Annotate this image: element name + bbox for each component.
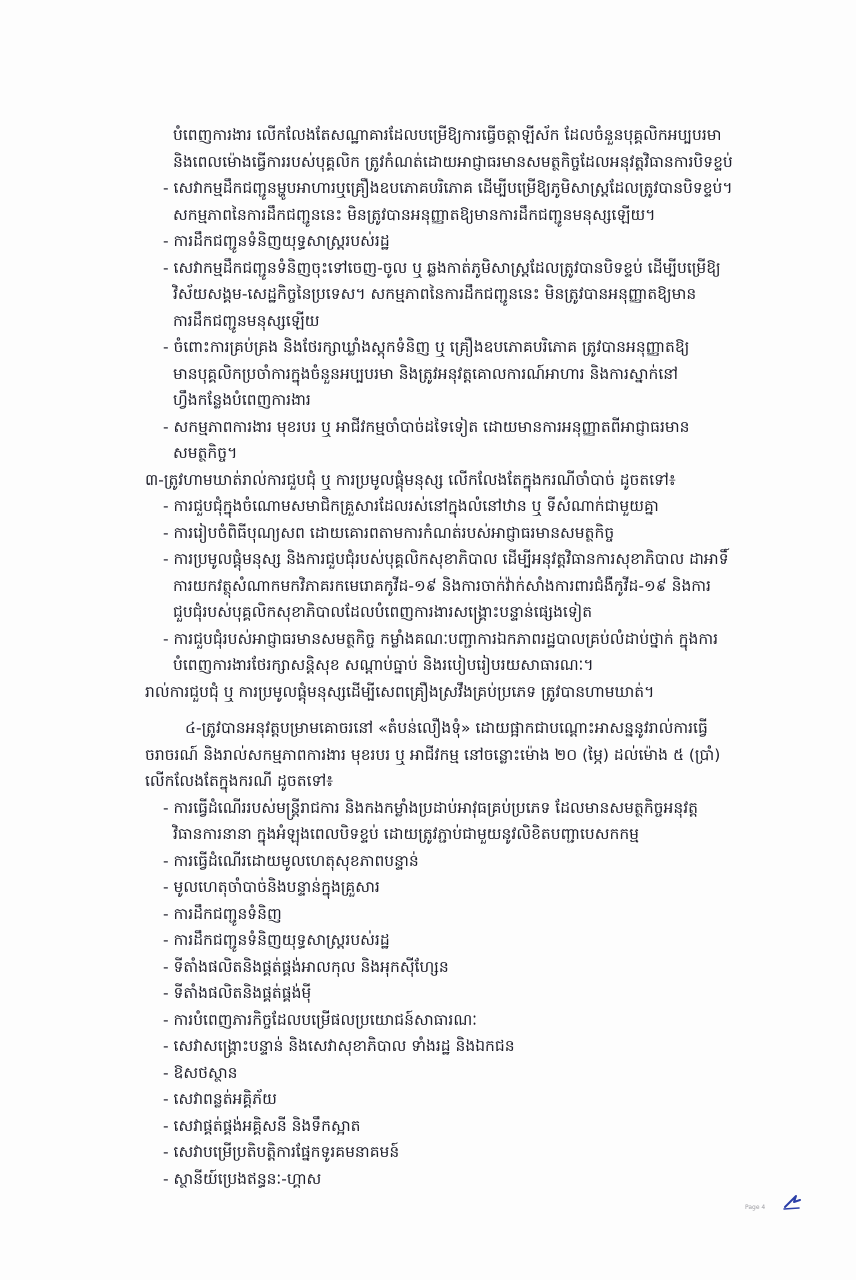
section-heading: ៣-ត្រូវហាមឃាត់រាល់ការជួបជុំ ឬ ការប្រមូលផ្តុំមនុស្ស លើកលែងតែក្នុងករណីចាំបាច់ ដូចតទៅ៖ — [145, 470, 676, 489]
bullet-item: - សេវាផ្គត់ផ្គង់អគ្គិសនី និងទឹកស្អាត — [163, 1116, 361, 1135]
bullet-item: - សេវាកម្មដឹកជញ្ជូនម្ហូបអាហារឬគ្រឿងឧបភោគបរិភោគ ដើម្បីបម្រើឱ្យភូមិសាស្ត្រដែលត្រូវបានបិទខ្ទប់។ — [163, 179, 733, 197]
bullet-item: - ការប្រមូលផ្តុំមនុស្ស និងការជួបជុំរបស់បុគ្គលិកសុខាភិបាល ដើម្បីអនុវត្តវិធានការសុខាភិបាល ដាអាទិ៍ — [163, 550, 729, 568]
bullet-item: - ការធ្វើដំណើរដោយមូលហេតុសុខភាពបន្ទាន់ — [163, 851, 419, 870]
paragraph-gap — [145, 705, 810, 715]
text-line: ការដឹកជញ្ជូនមនុស្សឡើយ — [173, 311, 320, 330]
bullet-item: - ការដឹកជញ្ជូនទំនិញយុទ្ធសាស្ត្ររបស់រដ្ឋ — [163, 931, 390, 949]
bullet-item: - ការដឹកជញ្ជូនទំនិញយុទ្ធសាស្ត្ររបស់រដ្ឋ — [163, 232, 390, 250]
text-line: បំពេញការងារថែរក្សាសន្តិសុខ សណ្តាប់ធ្នាប់ និងរបៀបរៀបរយសាធារណៈ។ — [173, 656, 594, 674]
text-line: វិធានការនានា ក្នុងអំឡុងពេលបិទខ្ទប់ ដោយត្រូវភ្ជាប់ជាមួយនូវលិខិតបញ្ជាបេសកកម្ម — [173, 825, 639, 843]
text-line: លើកលែងតែក្នុងករណី ដូចតទៅ៖ — [145, 772, 334, 790]
bullet-item: - ការបំពេញភារកិច្ចដែលបម្រើផលប្រយោជន៍សាធារណៈ — [163, 1010, 477, 1029]
signature-mark-icon — [782, 1193, 802, 1211]
text-line: សមត្ថកិច្ច។ — [173, 444, 238, 462]
bullet-item: - ការដឹកជញ្ជូនទំនិញ — [163, 904, 282, 923]
text-line: ហ្វឹងកន្លែងបំពេញការងារ — [173, 391, 311, 409]
bullet-item: - មូលហេតុចាំបាច់និងបន្ទាន់ក្នុងគ្រួសារ — [163, 878, 380, 896]
document-body — [145, 122, 810, 1192]
bullet-item: - ចំពោះការគ្រប់គ្រង និងថែរក្សាឃ្លាំងស្តុកទំនិញ ឬ គ្រឿងឧបភោគបរិភោគ ត្រូវបានអនុញ្ញាតឱ្យ — [163, 338, 690, 356]
bullet-item: - សេវាពន្លត់អគ្គិភ័យ — [163, 1090, 277, 1108]
text-line: សកម្មភាពនៃការដឹកជញ្ជូននេះ មិនត្រូវបានអនុញ្ញាតឱ្យមានការដឹកជញ្ជូនមនុស្សឡើយ។ — [173, 205, 656, 224]
text-line: បំពេញការងារ លើកលែងតែសណ្ឋាគារដែលបម្រើឱ្យការធ្វើចត្តាឡីស័ក ដែលចំនួនបុគ្គលិកអប្បបរមា — [173, 126, 722, 144]
bullet-item: - ការរៀបចំពិធីបុណ្យសព ដោយគោរពតាមការកំណត់របស់អាជ្ញាធរមានសមត្ថកិច្ច — [163, 523, 615, 542]
bullet-item: - ទីតាំងផលិតនិងផ្គត់ផ្គង់អាលកុល និងអុកស៊ីហ្សែន — [163, 957, 449, 976]
bullet-item: - សេវាសង្គ្រោះបន្ទាន់ និងសេវាសុខាភិបាល ទាំងរដ្ឋ និងឯកជន — [163, 1037, 515, 1055]
bullet-item: - ការជួបជុំរបស់អាជ្ញាធរមានសមត្ថកិច្ច កម្លាំងគណៈបញ្ជាការឯកភាពរដ្ឋបាលគ្រប់លំដាប់ថ្នាក់ ក្នុងការ — [163, 629, 719, 648]
text-line: ជួបជុំរបស់បុគ្គលិកសុខាភិបាលដែលបំពេញការងារសង្គ្រោះបន្ទាន់ផ្សេងទៀត — [173, 603, 593, 621]
text-line: វិស័យសង្គម-សេដ្ឋកិច្ចនៃប្រទេស។ សកម្មភាពនៃការដឹកជញ្ជូននេះ មិនត្រូវបានអនុញ្ញាតឱ្យមាន — [173, 285, 697, 303]
text-line: ចរាចរណ៍ និងរាល់សកម្មភាពការងារ មុខរបរ ឬ អាជីវកម្ម នៅចន្លោះម៉ោង ២០ (ម្ភៃ) ដល់ម៉ោង ៥ (ប្រាំ) — [145, 745, 721, 764]
bullet-item: - ស្ថានីយ៍ប្រេងឥន្ធនៈ-ហ្គាស — [163, 1169, 322, 1188]
bullet-item: - ទីតាំងផលិតនិងផ្គត់ផ្គង់ម៉ី — [163, 984, 312, 1002]
bullet-item: - ការធ្វើដំណើររបស់មន្ត្រីរាជការ និងកងកម្លាំងប្រដាប់អាវុធគ្រប់ប្រភេទ ដែលមានសមត្ថកិច្ចអនុវត្ត — [163, 798, 698, 817]
section-heading: ៤-ត្រូវបានអនុវត្តបម្រាមគោចរនៅ «តំបន់លឿងទុំ» ដោយផ្អាកជាបណ្តោះអាសន្ននូវរាល់ការធ្វើ — [185, 719, 708, 737]
bullet-item: - សកម្មភាពការងារ មុខរបរ ឬ អាជីវកម្មចាំបាច់ដទៃទៀត ដោយមានការអនុញ្ញាតពីអាជ្ញាធរមាន — [163, 417, 690, 436]
bullet-item: - សេវាកម្មដឹកជញ្ជូនទំនិញចុះទៅចេញ-ចូល ឬ ឆ្លងកាត់ភូមិសាស្ត្រដែលត្រូវបានបិទខ្ទប់ ដើម្បីបម្រើឱ្យ — [163, 258, 721, 277]
bullet-item: - ការជួបជុំក្នុងចំណោមសមាជិកគ្រួសារដែលរស់នៅក្នុងលំនៅឋាន ឬ ទីសំណាក់ជាមួយគ្នា — [163, 497, 659, 515]
text-line: មានបុគ្គលិកប្រចាំការក្នុងចំនួនអប្បបរមា និងត្រូវអនុវត្តគោលការណ៍អាហារ និងការស្នាក់នៅ — [173, 364, 679, 383]
text-line: រាល់ការជួបជុំ ឬ ការប្រមូលផ្តុំមនុស្សដើម្បីសេពគ្រឿងស្រវឹងគ្រប់ប្រភេទ ត្រូវបានហាមឃាត់។ — [145, 682, 655, 701]
bullet-item: - សេវាបម្រើប្រតិបត្តិការផ្នែកទូរគមនាគមន៍ — [163, 1143, 400, 1161]
text-line: ការយកវត្ថុសំណាកមកវិភាគរកមេរោគកូវីដ-១៩ និងការចាក់វ៉ាក់សាំងការពារជំងឺកូវីដ-១៩ និងការ — [173, 576, 711, 595]
text-line: និងពេលម៉ោងធ្វើការរបស់បុគ្គលិក ត្រូវកំណត់ដោយអាជ្ញាធរមានសមត្ថកិច្ចដែលអនុវត្តវិធានការបិទខ្ទប់ — [173, 152, 733, 171]
page-number: Page 4 — [745, 1204, 766, 1211]
bullet-item: - ឱសថស្ថាន — [163, 1063, 238, 1082]
